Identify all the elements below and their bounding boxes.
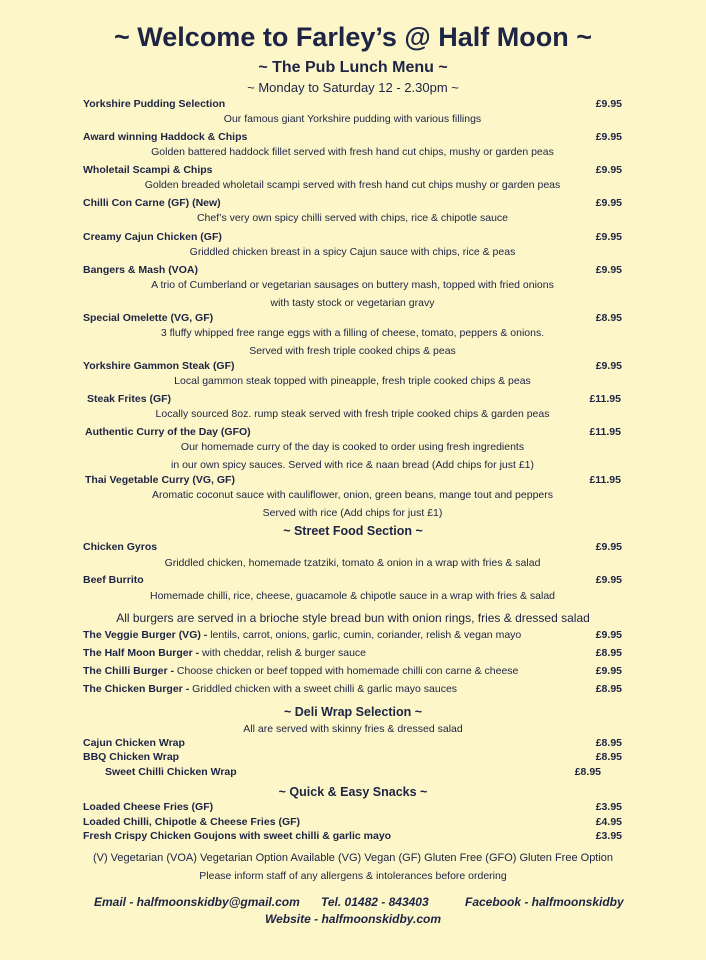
burger-name: The Chilli Burger - — [83, 665, 177, 677]
street-food-name: Chicken Gyros — [83, 541, 158, 553]
menu-item-price: £9.95 — [595, 164, 622, 176]
deli-wrap-heading: ~ Deli Wrap Selection ~ — [283, 705, 422, 719]
burger-price: £8.95 — [595, 647, 622, 659]
menu-item-name: Wholetail Scampi & Chips — [83, 164, 213, 176]
menu-item-description: with tasty stock or vegetarian gravy — [270, 297, 435, 309]
menu-item-description: Locally sourced 8oz. rump steak served with fresh triple cooked chips & garden peas — [155, 408, 550, 420]
menu-item-description: Golden battered haddock fillet served with fresh hand cut chips, mushy or garden peas — [151, 146, 554, 158]
deli-wrap-price: £8.95 — [595, 737, 622, 749]
street-food-name: Beef Burrito — [83, 574, 144, 586]
allergen-note: Please inform staff of any allergens & intolerances before ordering — [199, 870, 507, 882]
menu-subtitle: ~ The Pub Lunch Menu ~ — [258, 59, 448, 76]
menu-item-name: Bangers & Mash (VOA) — [83, 264, 198, 276]
deli-wrap-price: £8.95 — [574, 766, 601, 778]
menu-item-name: Thai Vegetable Curry (VG, GF) — [85, 474, 235, 486]
burger-price: £8.95 — [595, 683, 622, 695]
page-title: ~ Welcome to Farley’s @ Half Moon ~ — [114, 22, 592, 52]
snack-name: Fresh Crispy Chicken Goujons with sweet chilli & garlic mayo — [83, 830, 392, 842]
menu-item-price: £9.95 — [595, 197, 622, 209]
menu-item-description: Our homemade curry of the day is cooked to order using fresh ingredients — [180, 441, 525, 453]
street-food-price: £9.95 — [595, 574, 622, 586]
menu-item-description: Aromatic coconut sauce with cauliflower, onion, green beans, mange tout and peppers — [152, 489, 553, 501]
burger-name: The Chicken Burger - — [83, 683, 193, 695]
burger-price: £9.95 — [595, 665, 622, 677]
menu-item-name: Yorkshire Pudding Selection — [83, 98, 226, 110]
opening-hours: ~ Monday to Saturday 12 - 2.30pm ~ — [247, 80, 459, 95]
burger-description: with cheddar, relish & burger sauce — [202, 647, 367, 659]
burger-name: The Veggie Burger (VG) - — [83, 629, 211, 641]
menu-item-name: Authentic Curry of the Day (GFO) — [85, 426, 251, 438]
snack-price: £4.95 — [595, 816, 622, 828]
menu-item-name: Chilli Con Carne (GF) (New) — [83, 197, 221, 209]
menu-item-description: Chef’s very own spicy chilli served with chips, rice & chipotle sauce — [196, 212, 509, 224]
menu-item-description: A trio of Cumberland or vegetarian sausages on buttery mash, topped with fried onions — [151, 279, 554, 291]
deli-wrap-note: All are served with skinny fries & dressed salad — [243, 723, 463, 735]
menu-item-description: Served with fresh triple cooked chips & peas — [249, 345, 456, 357]
menu-item-description: in our own spicy sauces. Served with rice & naan bread (Add chips for just £1) — [170, 459, 534, 471]
menu-item-price: £9.95 — [595, 231, 622, 243]
street-food-heading: ~ Street Food Section ~ — [283, 524, 423, 538]
burger-item — [83, 665, 518, 677]
menu-item-price: £11.95 — [589, 426, 621, 438]
menu-item-name: Creamy Cajun Chicken (GF) — [83, 231, 222, 243]
menu-item-price: £9.95 — [595, 131, 622, 143]
menu-item-price: £9.95 — [595, 98, 622, 110]
snack-name: Loaded Cheese Fries (GF) — [83, 801, 214, 813]
menu-item-name: Special Omelette (VG, GF) — [83, 312, 214, 324]
menu-item-name: Award winning Haddock & Chips — [83, 131, 248, 143]
menu-item-description: Griddled chicken breast in a spicy Cajun sauce with chips, rice & peas — [189, 246, 516, 258]
burger-name: The Half Moon Burger - — [83, 647, 202, 659]
snack-name: Loaded Chilli, Chipotle & Cheese Fries (GF) — [83, 816, 301, 828]
burger-intro: All burgers are served in a brioche style bread bun with onion rings, fries & dressed salad — [116, 611, 590, 625]
snacks-heading: ~ Quick & Easy Snacks ~ — [278, 785, 428, 799]
street-food-price: £9.95 — [595, 541, 622, 553]
menu-item-price: £8.95 — [595, 312, 622, 324]
burger-description: Choose chicken or beef topped with homemade chilli con carne & cheese — [176, 665, 519, 677]
menu-item-price: £9.95 — [595, 264, 622, 276]
menu-item-description: Our famous giant Yorkshire pudding with various fillings — [223, 113, 482, 125]
dietary-legend: (V) Vegetarian (VOA) Vegetarian Option Available (VG) Vegan (GF) Gluten Free (GFO) Gluten Free Option — [92, 852, 614, 864]
menu-item-description: Golden breaded wholetail scampi served with fresh hand cut chips mushy or garden peas — [144, 179, 561, 191]
burger-item — [83, 683, 457, 695]
menu-item-description: Served with rice (Add chips for just £1) — [262, 507, 443, 519]
burger-description: lentils, carrot, onions, garlic, cumin, coriander, relish & vegan mayo — [210, 629, 522, 641]
email-contact[interactable]: Email - halfmoonskidby@gmail.com — [94, 895, 300, 909]
deli-wrap-name: Cajun Chicken Wrap — [83, 737, 185, 749]
street-food-description: Homemade chilli, rice, cheese, guacamole & chipotle sauce in a wrap with fries & salad — [149, 590, 556, 602]
phone-contact[interactable]: Tel. 01482 - 843403 — [321, 895, 429, 909]
burger-description: Griddled chicken with a sweet chilli & garlic mayo sauces — [192, 683, 458, 695]
menu-item-price: £9.95 — [595, 360, 622, 372]
menu-item-price: £11.95 — [589, 474, 621, 486]
menu-item-description: 3 fluffy whipped free range eggs with a filling of cheese, tomato, peppers & onions. — [160, 327, 545, 339]
snack-price: £3.95 — [595, 801, 622, 813]
deli-wrap-name: Sweet Chilli Chicken Wrap — [105, 766, 237, 778]
burger-price: £9.95 — [595, 629, 622, 641]
facebook-contact[interactable]: Facebook - halfmoonskidby — [465, 895, 624, 909]
menu-item-price: £11.95 — [589, 393, 621, 405]
street-food-description: Griddled chicken, homemade tzatziki, tomato & onion in a wrap with fries & salad — [164, 557, 541, 569]
deli-wrap-name: BBQ Chicken Wrap — [83, 751, 180, 763]
website-link[interactable]: Website - halfmoonskidby.com — [264, 912, 442, 926]
burger-item — [83, 629, 521, 641]
burger-item — [83, 647, 366, 659]
snack-price: £3.95 — [595, 830, 622, 842]
menu-item-description: Local gammon steak topped with pineapple, fresh triple cooked chips & peas — [174, 375, 531, 387]
deli-wrap-price: £8.95 — [595, 751, 622, 763]
menu-item-name: Yorkshire Gammon Steak (GF) — [83, 360, 235, 372]
menu-item-name: Steak Frites (GF) — [87, 393, 172, 405]
